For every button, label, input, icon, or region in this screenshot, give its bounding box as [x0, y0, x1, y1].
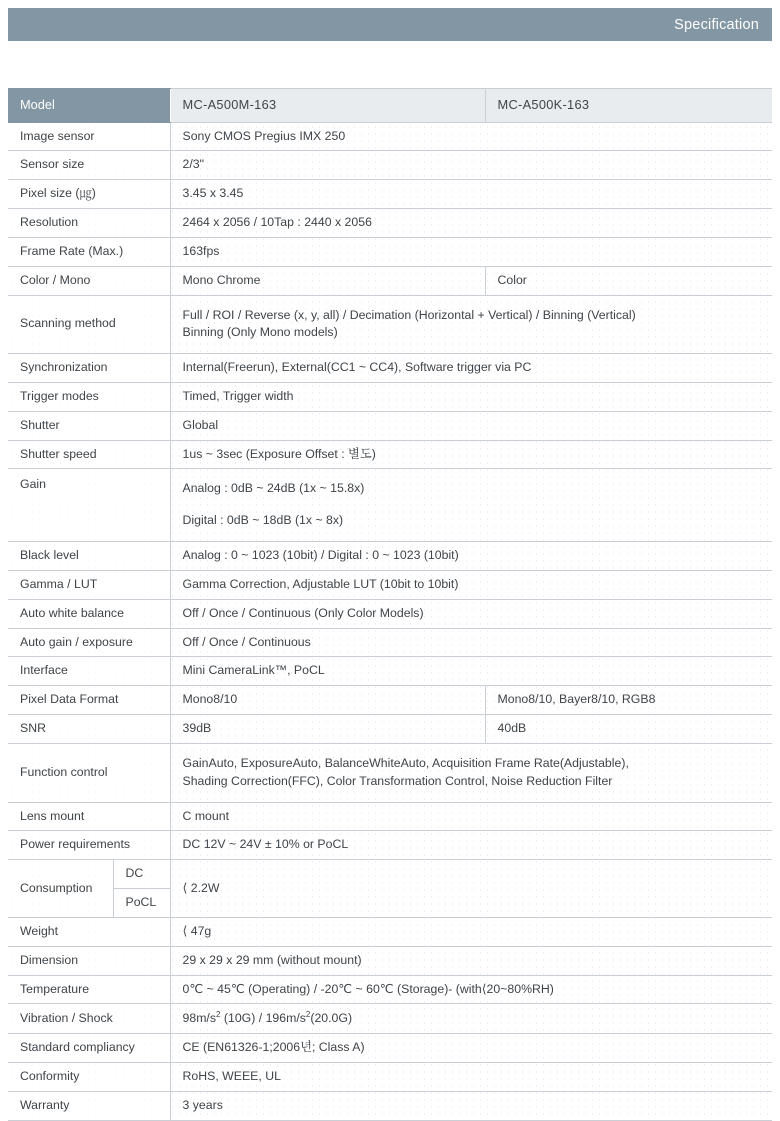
row-label: Function control	[8, 743, 170, 802]
row-value: CE (EN61326-1;2006년; Class A)	[170, 1034, 772, 1063]
row-label: Trigger modes	[8, 383, 170, 412]
row-label: Power requirements	[8, 831, 170, 860]
row-label: Pixel Data Format	[8, 686, 170, 715]
page-title: Specification	[674, 16, 759, 33]
table-row	[8, 657, 772, 686]
row-value: Timed, Trigger width	[170, 383, 772, 412]
row-value	[170, 1004, 772, 1034]
row-label: Weight	[8, 917, 170, 946]
table-row	[8, 295, 772, 354]
table-row	[8, 180, 772, 209]
row-value: ⟨ 2.2W	[170, 860, 772, 918]
table-row	[8, 151, 772, 180]
table-row	[8, 469, 772, 542]
table-row	[8, 1091, 772, 1120]
row-value: 2464 x 2056 / 10Tap : 2440 x 2056	[170, 209, 772, 238]
table-row	[8, 743, 772, 802]
row-value	[170, 295, 772, 354]
row-value-color: 40dB	[485, 715, 772, 744]
row-label: Scanning method	[8, 295, 170, 354]
vib-sup-2: 2	[305, 1010, 311, 1020]
row-label: Shutter	[8, 411, 170, 440]
row-value-color: Color	[485, 266, 772, 295]
table-row	[8, 542, 772, 571]
row-label: Vibration / Shock	[8, 1004, 170, 1034]
row-value-color: Mono8/10, Bayer8/10, RGB8	[485, 686, 772, 715]
header-model-color: MC-A500K-163	[485, 89, 772, 123]
table-row	[8, 1004, 772, 1034]
row-value: DC 12V ~ 24V ± 10% or PoCL	[170, 831, 772, 860]
row-value-digital: Digital : 0dB ~ 18dB (1x ~ 8x)	[182, 513, 344, 528]
row-value-mono: 39dB	[170, 715, 485, 744]
row-label: Standard compliancy	[8, 1034, 170, 1063]
table-row	[8, 570, 772, 599]
header-model-mono: MC-A500M-163	[170, 89, 485, 123]
row-value-mono: Mono Chrome	[170, 266, 485, 295]
specification-table	[8, 88, 772, 1121]
row-label: Auto white balance	[8, 599, 170, 628]
table-row	[8, 440, 772, 469]
row-label: Resolution	[8, 209, 170, 238]
row-value: 1us ~ 3sec (Exposure Offset : 별도)	[170, 440, 772, 469]
row-value: Gamma Correction, Adjustable LUT (10bit to 10bit)	[170, 570, 772, 599]
row-label: Lens mount	[8, 802, 170, 831]
specification-table-wrap	[8, 88, 772, 1121]
row-value: Internal(Freerun), External(CC1 ~ CC4), Software trigger via PC	[170, 354, 772, 383]
vib-pre: 98m/s	[182, 1011, 217, 1026]
row-label: Interface	[8, 657, 170, 686]
row-value: Sony CMOS Pregius IMX 250	[170, 122, 772, 151]
row-value: 29 x 29 x 29 mm (without mount)	[170, 946, 772, 975]
row-label: Temperature	[8, 975, 170, 1004]
table-row	[8, 831, 772, 860]
table-header-row	[8, 89, 772, 123]
table-row	[8, 1063, 772, 1092]
page-banner	[8, 8, 772, 41]
row-label: Pixel size (㎍)	[8, 180, 170, 209]
row-value: 163fps	[170, 237, 772, 266]
table-row	[8, 975, 772, 1004]
row-value-analog: Analog : 0dB ~ 24dB (1x ~ 15.8x)	[182, 481, 365, 496]
table-row	[8, 599, 772, 628]
row-label: Sensor size	[8, 151, 170, 180]
table-row	[8, 1034, 772, 1063]
row-sublabel-pocl: PoCL	[113, 889, 170, 918]
table-row	[8, 715, 772, 744]
row-value: ⟨ 47g	[170, 917, 772, 946]
row-value-line2: Shading Correction(FFC), Color Transformation Control, Noise Reduction Filter	[182, 773, 613, 788]
row-value	[170, 469, 772, 542]
table-row	[8, 122, 772, 151]
table-row	[8, 237, 772, 266]
row-label: Frame Rate (Max.)	[8, 237, 170, 266]
row-label: SNR	[8, 715, 170, 744]
row-value: RoHS, WEEE, UL	[170, 1063, 772, 1092]
row-value: Global	[170, 411, 772, 440]
table-row	[8, 209, 772, 238]
row-value: 3.45 x 3.45	[170, 180, 772, 209]
table-row	[8, 686, 772, 715]
row-value: C mount	[170, 802, 772, 831]
table-row	[8, 266, 772, 295]
table-row	[8, 628, 772, 657]
table-row	[8, 946, 772, 975]
row-label: Gamma / LUT	[8, 570, 170, 599]
row-sublabel-dc: DC	[113, 860, 170, 889]
table-row	[8, 411, 772, 440]
row-value-line2: Binning (Only Mono models)	[182, 325, 338, 340]
vib-mid: (10G) / 196m/s	[220, 1011, 306, 1026]
row-label: Conformity	[8, 1063, 170, 1092]
table-row	[8, 860, 772, 889]
row-label: Synchronization	[8, 354, 170, 383]
row-value: Off / Once / Continuous (Only Color Models)	[170, 599, 772, 628]
table-row	[8, 802, 772, 831]
row-label: Black level	[8, 542, 170, 571]
table-row	[8, 354, 772, 383]
row-value: Mini CameraLink™, PoCL	[170, 657, 772, 686]
row-value: Off / Once / Continuous	[170, 628, 772, 657]
vib-sup-1: 2	[216, 1010, 221, 1020]
row-label: Auto gain / exposure	[8, 628, 170, 657]
row-label: Color / Mono	[8, 266, 170, 295]
row-value: 0℃ ~ 45℃ (Operating) / -20℃ ~ 60℃ (Storage)- (with⟨20~80%RH)	[170, 975, 772, 1004]
row-label: Warranty	[8, 1091, 170, 1120]
row-label: Image sensor	[8, 122, 170, 151]
row-label: Dimension	[8, 946, 170, 975]
row-value	[170, 743, 772, 802]
header-label: Model	[8, 89, 170, 123]
table-row	[8, 917, 772, 946]
row-value-line1: Full / ROI / Reverse (x, y, all) / Decimation (Horizontal + Vertical) / Binning (Vertical)	[182, 307, 636, 322]
table-row	[8, 383, 772, 412]
vib-post: (20.0G)	[310, 1011, 353, 1026]
row-value: Analog : 0 ~ 1023 (10bit) / Digital : 0 ~ 1023 (10bit)	[170, 542, 772, 571]
row-value: 2/3"	[170, 151, 772, 180]
row-label: Consumption	[8, 860, 113, 918]
row-label: Shutter speed	[8, 440, 170, 469]
row-value-mono: Mono8/10	[170, 686, 485, 715]
row-value-line1: GainAuto, ExposureAuto, BalanceWhiteAuto, Acquisition Frame Rate(Adjustable),	[182, 755, 629, 770]
specification-table-body	[8, 89, 772, 1121]
row-label: Gain	[8, 469, 170, 542]
row-value: 3 years	[170, 1091, 772, 1120]
